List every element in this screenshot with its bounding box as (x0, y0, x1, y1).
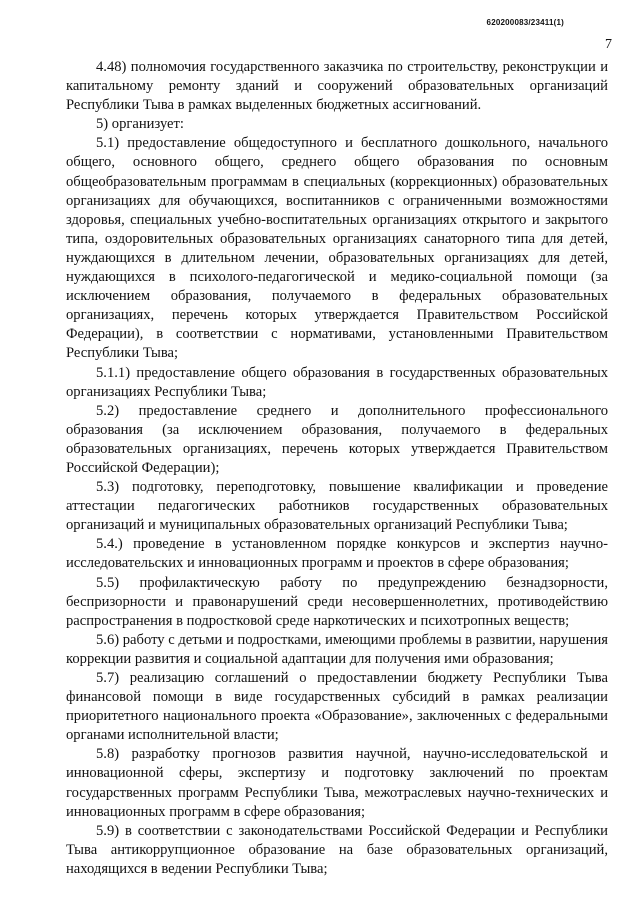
document-body (66, 58, 608, 879)
paragraph-5-1-1: 5.1.1) предоставление общего образования в государственных образовательных организациях Республики Тыва; (66, 364, 608, 400)
paragraph-5-6: 5.6) работу с детьми и подростками, имеющими проблемы в развитии, нарушения коррекции развития и социальной адаптации для получения ими образования; (66, 631, 608, 667)
paragraph-5-1: 5.1) предоставление общедоступного и бесплатного дошкольного, начального общего, основного общего, среднего общего образования по основным общеобразовательным программам в специальных (коррекционных) образовательных организациях для обучающихся, воспитанников с ограниченными возможностями здоровья, специальных учебно-воспитательных организациях открытого и закрытого типа, оздоровительных образовательных организациях санаторного типа для детей, нуждающихся в длительном лечении, образовательных организациях для детей, нуждающихся в психолого-педагогической и медико-социальной помощи (за исключением образования, получаемого в федеральных образовательных организациях, перечень которых утверждается Правительством Российской Федерации), в соответствии с нормативами, установленными Правительством Республики Тыва; (66, 135, 608, 362)
paragraph-5-5: 5.5) профилактическую работу по предупреждению безнадзорности, беспризорности и правонарушений среди несовершеннолетних, противодействию распространения в подростковой среде наркотических и психотропных веществ; (66, 574, 608, 629)
paragraph-5-7: 5.7) реализацию соглашений о предоставлении бюджету Республики Тыва финансовой помощи в виде государственных субсидий в рамках реализации приоритетного национального проекта «Образование», заключенных с федеральными органами исполнительной власти; (66, 670, 608, 744)
paragraph-5: 5) организует: (96, 116, 184, 133)
paragraph-5-3: 5.3) подготовку, переподготовку, повышение квалификации и проведение аттестации педагогических работников государственных образовательных организаций и муниципальных образовательных организаций Республики Тыва; (66, 479, 608, 534)
page-number: 7 (605, 37, 612, 52)
document-code: 620200083/23411(1) (486, 18, 564, 27)
paragraph-4-48: 4.48) полномочия государственного заказчика по строительству, реконструкции и капитальному ремонту зданий и сооружений образовательных организаций Республики Тыва в рамках выделенных бюджетных ассигнований. (66, 59, 608, 114)
paragraph-5-8: 5.8) разработку прогнозов развития научной, научно-исследовательской и инновационной сферы, экспертизу и подготовку заключений по проектам государственных программ Республики Тыва, межотраслевых научно-технических и инновационных программ в сфере образования; (66, 746, 608, 820)
paragraph-5-9: 5.9) в соответствии с законодательствами Российской Федерации и Республики Тыва антикоррупционное образование на базе образовательных организаций, находящихся в ведении Республики Тыва; (66, 822, 608, 877)
paragraph-5-2: 5.2) предоставление среднего и дополнительного профессионального образования (за исключением образования, получаемого в федеральных образовательных организациях, перечень которых утверждается Правительством Российской Федерации); (66, 402, 608, 476)
paragraph-5-4: 5.4.) проведение в установленном порядке конкурсов и экспертиз научно-исследовательских и инновационных программ и проектов в сфере образования; (66, 536, 608, 572)
